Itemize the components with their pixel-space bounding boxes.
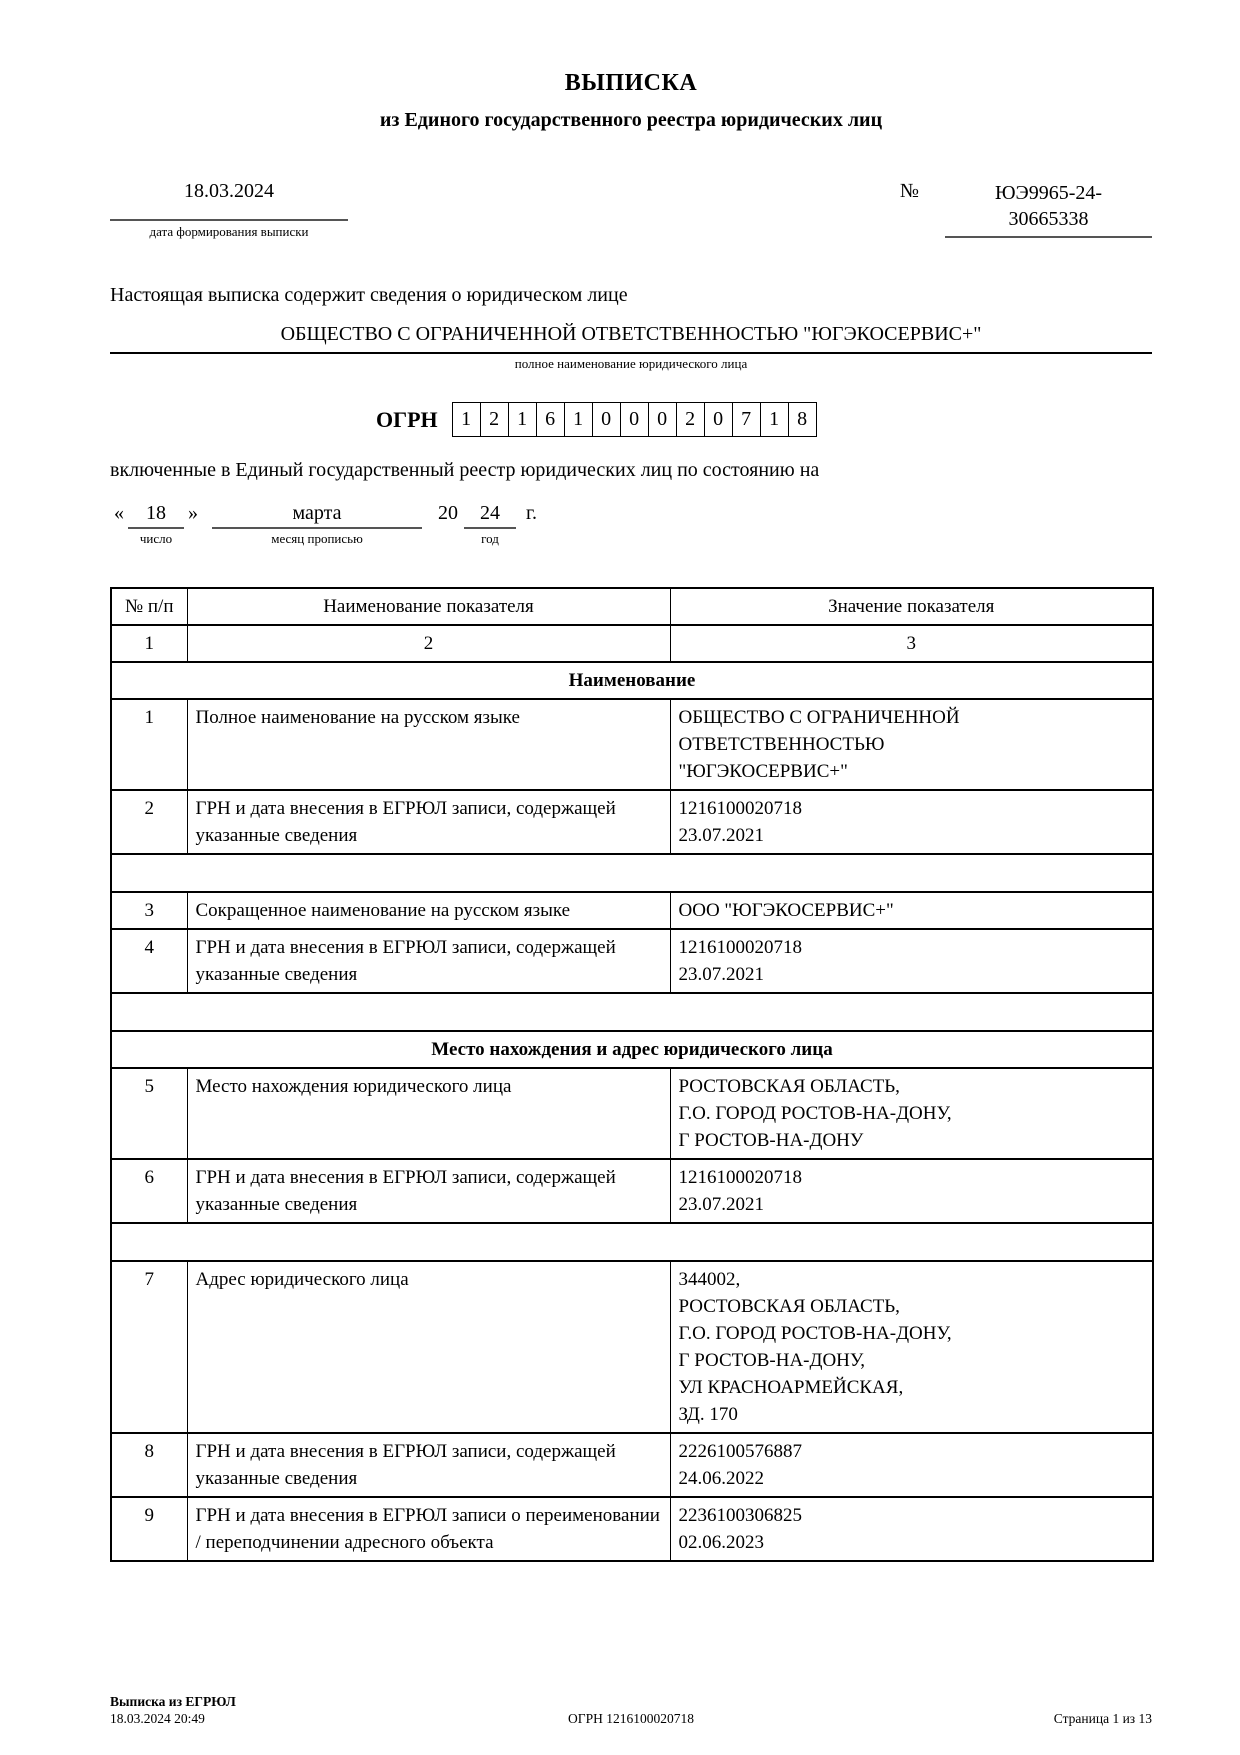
- row-indicator-value: [670, 929, 1153, 993]
- as-of-date-line: [110, 502, 1152, 547]
- col-number-2: 2: [187, 625, 670, 662]
- row-indicator-value: [670, 1261, 1153, 1433]
- included-line: включенные в Единый государственный реестр юридических лиц по состоянию на: [110, 459, 820, 481]
- ogrn-digit-cell: 0: [648, 402, 677, 437]
- col-number-3: 3: [670, 625, 1153, 662]
- row-indicator-value: [670, 699, 1153, 790]
- open-quote: «: [114, 502, 124, 524]
- ogrn-digit-cell: 7: [732, 402, 761, 437]
- value-line: Г.О. ГОРОД РОСТОВ-НА-ДОНУ,: [678, 1103, 952, 1124]
- company-name-caption: полное наименование юридического лица: [514, 356, 748, 371]
- row-number: 7: [111, 1261, 187, 1433]
- value-line: РОСТОВСКАЯ ОБЛАСТЬ,: [678, 1076, 900, 1097]
- ogrn-digit-cell: 8: [788, 402, 817, 437]
- day-value: 18: [128, 502, 184, 529]
- doc-title: ВЫПИСКА: [564, 70, 698, 96]
- value-line: 2226100576887: [678, 1441, 802, 1462]
- table-row: [111, 699, 1153, 790]
- extract-date: 18.03.2024: [110, 180, 348, 221]
- company-name: ОБЩЕСТВО С ОГРАНИЧЕННОЙ ОТВЕТСТВЕННОСТЬЮ "ЮГЭКОСЕРВИС+": [110, 323, 1152, 354]
- value-line: Г.О. ГОРОД РОСТОВ-НА-ДОНУ,: [678, 1323, 952, 1344]
- meta-row: [110, 180, 1152, 240]
- extract-number-line2: 30665338: [1008, 208, 1089, 230]
- spacer-row: [111, 1223, 1153, 1261]
- year-value: 24: [464, 502, 516, 529]
- value-line: 24.06.2022: [678, 1468, 764, 1489]
- extract-date-block: [110, 180, 348, 240]
- table-row: [111, 1433, 1153, 1497]
- year-caption: год: [481, 531, 499, 546]
- spacer-cell: [111, 993, 1153, 1031]
- ogrn-digit-cell: 6: [536, 402, 565, 437]
- month-value: марта: [212, 502, 422, 529]
- doc-subtitle: из Единого государственного реестра юридических лиц: [379, 109, 883, 131]
- ogrn-digit-cell: 2: [676, 402, 705, 437]
- section-label: Место нахождения и адрес юридического лица: [111, 1031, 1153, 1068]
- ogrn-digit-cell: 1: [508, 402, 537, 437]
- month-caption: месяц прописью: [271, 531, 363, 546]
- row-number: 6: [111, 1159, 187, 1223]
- spacer-cell: [111, 1223, 1153, 1261]
- col-header-name: Наименование показателя: [187, 588, 670, 625]
- row-indicator-name: ГРН и дата внесения в ЕГРЮЛ записи, содержащей указанные сведения: [187, 929, 670, 993]
- value-line: 2236100306825: [678, 1505, 802, 1526]
- year-suffix: г.: [526, 502, 537, 524]
- footer-ogrn: ОГРН 1216100020718: [568, 1711, 694, 1726]
- footer-generated-timestamp: 18.03.2024 20:49: [110, 1711, 205, 1726]
- row-indicator-name: Место нахождения юридического лица: [187, 1068, 670, 1159]
- value-line: ЗД. 170: [678, 1404, 738, 1425]
- ogrn-digit-cell: 1: [760, 402, 789, 437]
- row-number: 3: [111, 892, 187, 929]
- row-indicator-name: Сокращенное наименование на русском языке: [187, 892, 670, 929]
- row-number: 4: [111, 929, 187, 993]
- value-line: Г РОСТОВ-НА-ДОНУ: [678, 1130, 864, 1151]
- row-number: 9: [111, 1497, 187, 1561]
- value-line: 23.07.2021: [678, 964, 764, 985]
- document-content: [110, 70, 1152, 1562]
- spacer-cell: [111, 854, 1153, 892]
- row-indicator-value: [670, 1433, 1153, 1497]
- day-caption: число: [139, 531, 173, 546]
- row-indicator-value: [670, 1497, 1153, 1561]
- column-number-row: [111, 625, 1153, 662]
- spacer-row: [111, 993, 1153, 1031]
- century-value: 20: [438, 502, 458, 524]
- table-row: [111, 892, 1153, 929]
- section-row: [111, 1031, 1153, 1068]
- ogrn-row: [376, 402, 1152, 437]
- value-line: 1216100020718: [678, 1167, 802, 1188]
- row-number: 5: [111, 1068, 187, 1159]
- row-number: 2: [111, 790, 187, 854]
- ogrn-digit-cell: 1: [452, 402, 481, 437]
- month-field: [212, 502, 422, 547]
- value-line: 02.06.2023: [678, 1532, 764, 1553]
- extract-number: [945, 180, 1152, 238]
- row-indicator-name: ГРН и дата внесения в ЕГРЮЛ записи о переименовании / переподчинении адресного объекта: [187, 1497, 670, 1561]
- row-indicator-name: ГРН и дата внесения в ЕГРЮЛ записи, содержащей указанные сведения: [187, 790, 670, 854]
- row-indicator-name: Полное наименование на русском языке: [187, 699, 670, 790]
- ogrn-digit-cell: 2: [480, 402, 509, 437]
- ogrn-digit-cell: 0: [592, 402, 621, 437]
- intro-line: Настоящая выписка содержит сведения о юридическом лице: [110, 284, 628, 306]
- value-line: 1216100020718: [678, 937, 802, 958]
- day-field: [128, 502, 184, 547]
- ogrn-digit-cell: 1: [564, 402, 593, 437]
- row-indicator-name: ГРН и дата внесения в ЕГРЮЛ записи, содержащей указанные сведения: [187, 1433, 670, 1497]
- row-indicator-value: [670, 1159, 1153, 1223]
- row-number: 8: [111, 1433, 187, 1497]
- extract-number-block: [900, 180, 1152, 240]
- row-indicator-value: [670, 790, 1153, 854]
- value-line: ООО "ЮГЭКОСЕРВИС+": [678, 900, 894, 921]
- col-number-1: 1: [111, 625, 187, 662]
- number-sign: №: [899, 180, 919, 202]
- extract-date-caption: дата формирования выписки: [149, 224, 309, 239]
- row-number: 1: [111, 699, 187, 790]
- table-row: [111, 790, 1153, 854]
- footer-doc-type: Выписка из ЕГРЮЛ: [110, 1694, 236, 1709]
- row-indicator-value: [670, 892, 1153, 929]
- value-line: 1216100020718: [678, 798, 802, 819]
- year-field: [464, 502, 516, 547]
- table-header-row: [111, 588, 1153, 625]
- row-indicator-value: [670, 1068, 1153, 1159]
- value-line: УЛ КРАСНОАРМЕЙСКАЯ,: [678, 1377, 904, 1398]
- value-line: 23.07.2021: [678, 1194, 764, 1215]
- value-line: 344002,: [678, 1269, 741, 1290]
- ogrn-digit-cell: 0: [620, 402, 649, 437]
- row-indicator-name: Адрес юридического лица: [187, 1261, 670, 1433]
- section-label: Наименование: [111, 662, 1153, 699]
- table-row: [111, 929, 1153, 993]
- ogrn-digit-cell: 0: [704, 402, 733, 437]
- details-table: [110, 587, 1154, 1562]
- footer-page-number: Страница 1 из 13: [1053, 1711, 1152, 1726]
- value-line: РОСТОВСКАЯ ОБЛАСТЬ,: [678, 1296, 900, 1317]
- section-row: [111, 662, 1153, 699]
- table-row: [111, 1261, 1153, 1433]
- col-header-value: Значение показателя: [670, 588, 1153, 625]
- extract-number-line1: ЮЭ9965-24-: [994, 182, 1103, 204]
- table-row: [111, 1068, 1153, 1159]
- close-quote: »: [188, 502, 198, 524]
- table-row: [111, 1159, 1153, 1223]
- col-header-num: № п/п: [111, 588, 187, 625]
- table-row: [111, 1497, 1153, 1561]
- value-line: 23.07.2021: [678, 825, 764, 846]
- value-line: ОТВЕТСТВЕННОСТЬЮ: [678, 734, 885, 755]
- row-indicator-name: ГРН и дата внесения в ЕГРЮЛ записи, содержащей указанные сведения: [187, 1159, 670, 1223]
- value-line: "ЮГЭКОСЕРВИС+": [678, 761, 848, 782]
- ogrn-label: ОГРН: [376, 406, 438, 432]
- spacer-row: [111, 854, 1153, 892]
- value-line: Г РОСТОВ-НА-ДОНУ,: [678, 1350, 866, 1371]
- value-line: ОБЩЕСТВО С ОГРАНИЧЕННОЙ: [678, 707, 960, 728]
- ogrn-digit-boxes: [452, 402, 817, 437]
